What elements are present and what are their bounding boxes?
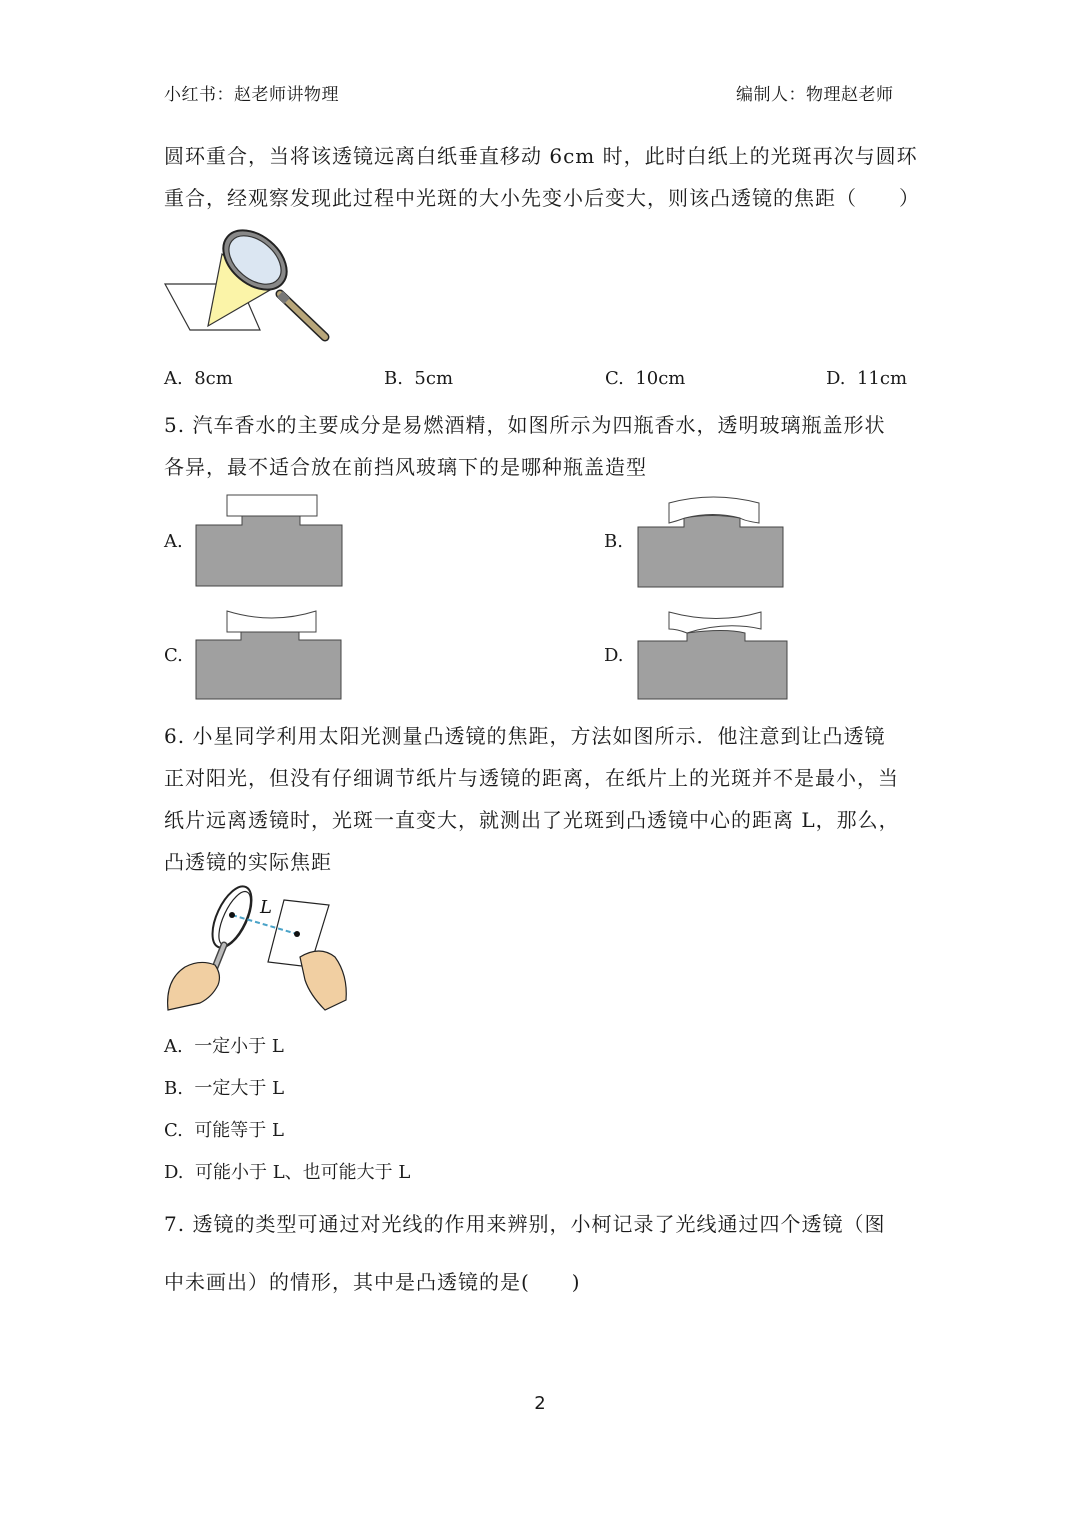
- q6-option-b[interactable]: B. 一定大于 L: [164, 1078, 285, 1099]
- q7-text-line: 7. 透镜的类型可通过对光线的作用来辨别，小柯记录了光线通过四个透镜（图: [164, 1212, 886, 1236]
- q5-option-c-label[interactable]: C.: [164, 645, 183, 666]
- magnifier-figure: [160, 222, 340, 347]
- q5-text-line: 5. 汽车香水的主要成分是易燃酒精，如图所示为四瓶香水，透明玻璃瓶盖形状: [164, 413, 886, 437]
- q6-text-line: 纸片远离透镜时，光斑一直变大，就测出了光斑到凸透镜中心的距离 L，那么，: [164, 808, 900, 832]
- header-right: 编制人：物理赵老师: [736, 85, 894, 105]
- q5-text-line: 各异，最不适合放在前挡风玻璃下的是哪种瓶盖造型: [164, 455, 647, 479]
- bottle-flat-cap-figure[interactable]: [195, 493, 345, 588]
- q5-option-a-label[interactable]: A.: [164, 531, 183, 552]
- q6-option-c[interactable]: C. 可能等于 L: [164, 1120, 284, 1141]
- q4-text-line: 重合，经观察发现此过程中光斑的大小先变小后变大，则该凸透镜的焦距（ ）: [164, 186, 920, 210]
- distance-label: L: [260, 897, 272, 918]
- q6-text-line: 6. 小星同学利用太阳光测量凸透镜的焦距，方法如图所示．他注意到让凸透镜: [164, 724, 886, 748]
- q6-text-line: 凸透镜的实际焦距: [164, 850, 332, 874]
- q4-option-c[interactable]: C. 10cm: [605, 368, 686, 389]
- header-left: 小红书：赵老师讲物理: [164, 85, 339, 105]
- bottle-concave-cap-figure[interactable]: [195, 607, 345, 702]
- q4-option-d[interactable]: D. 11cm: [826, 368, 908, 389]
- q6-option-a[interactable]: A. 一定小于 L: [164, 1036, 284, 1057]
- bottle-biconvex-cap-figure[interactable]: [637, 493, 787, 588]
- q6-text-line: 正对阳光，但没有仔细调节纸片与透镜的距离，在纸片上的光斑并不是最小，当: [164, 766, 899, 790]
- bottle-meniscus-cap-figure[interactable]: [637, 607, 792, 702]
- page-number: 2: [534, 1393, 546, 1414]
- q6-option-d[interactable]: D. 可能小于 L、也可能大于 L: [164, 1162, 411, 1183]
- q5-option-b-label[interactable]: B.: [604, 531, 623, 552]
- q4-text-line: 圆环重合，当将该透镜远离白纸垂直移动 6cm 时，此时白纸上的光斑再次与圆环: [164, 144, 918, 168]
- q5-option-d-label[interactable]: D.: [604, 645, 624, 666]
- q4-option-a[interactable]: A. 8cm: [164, 368, 233, 389]
- lens-and-paper-figure: [160, 885, 355, 1015]
- q4-option-b[interactable]: B. 5cm: [384, 368, 454, 389]
- q7-text-line: 中未画出）的情形，其中是凸透镜的是( ): [164, 1270, 581, 1294]
